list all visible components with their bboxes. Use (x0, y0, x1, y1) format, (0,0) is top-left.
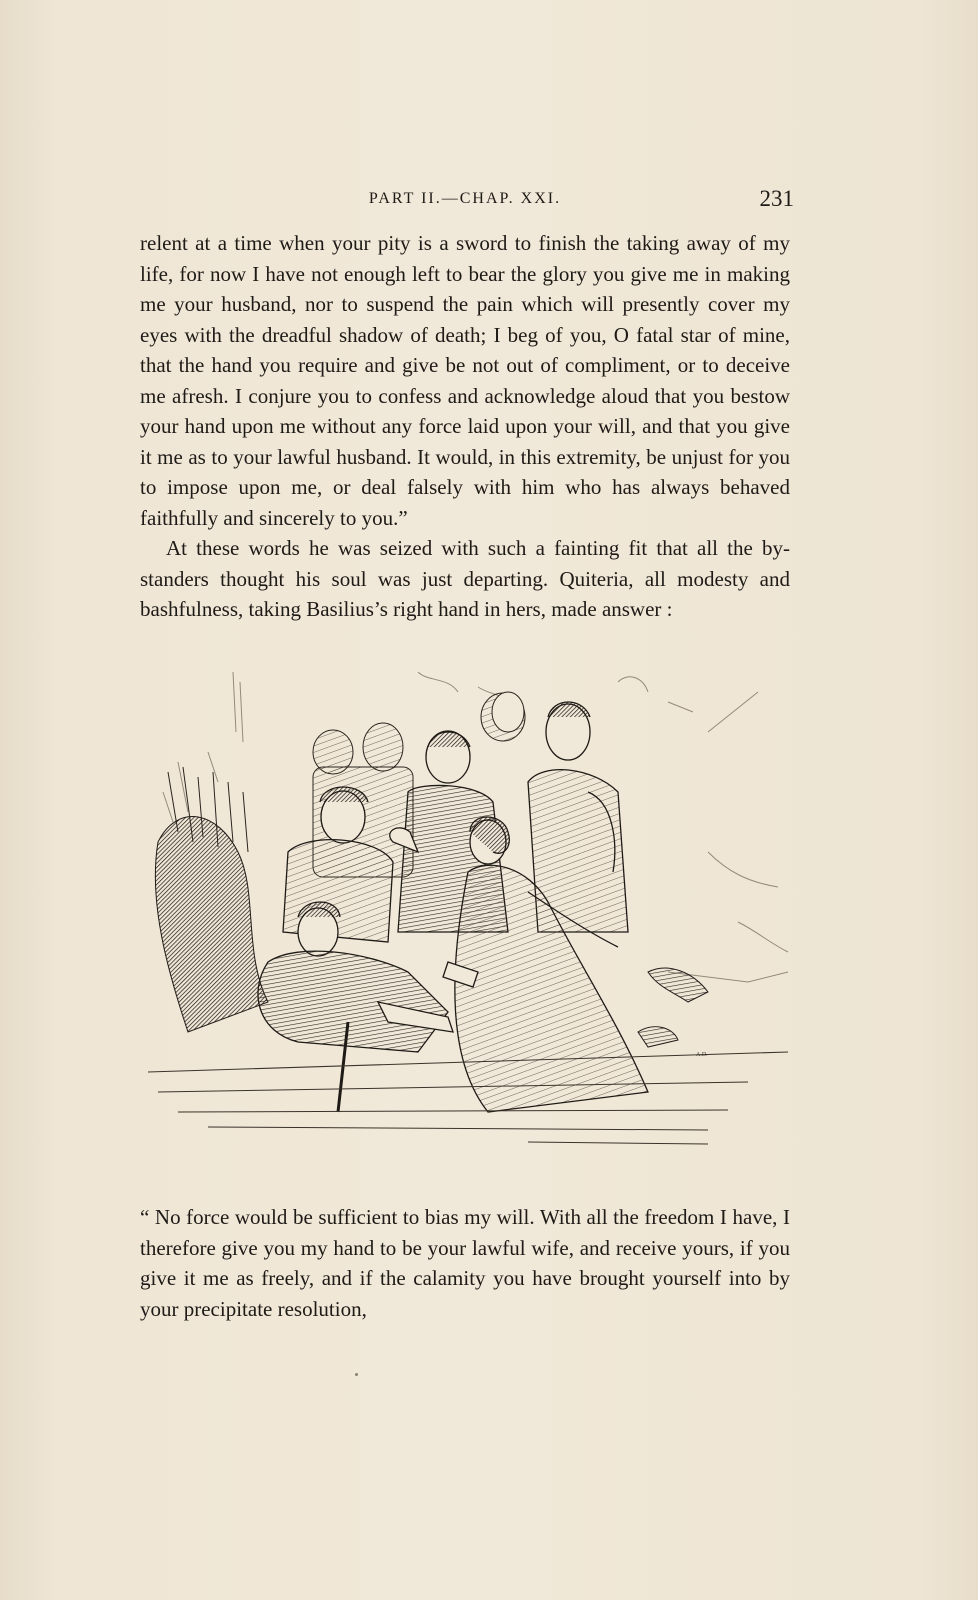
bottom-text-block (140, 1202, 790, 1324)
page-speck (355, 1373, 358, 1376)
page-number: 231 (759, 186, 794, 211)
paragraph-quiteria-answer: “ No force would be sufficient to bias my will. With all the freedom I have, I therefore give you my hand to be your lawful wife, and receive yours, if you give it me as freely, and if the calamity you have brought yourself into by your precipitate resolution, (140, 1205, 790, 1321)
engraving-drawing (148, 672, 803, 1172)
paragraph-fainting: At these words he was seized with such a fainting fit that all the by-standers thought his soul was just departing. Quiteria, all modesty and bashfulness, taking Basilius’s right hand in hers, made answer : (140, 536, 790, 621)
top-text-block (140, 228, 790, 625)
running-title: PART II.—CHAP. XXI. (368, 190, 562, 207)
paragraph-speech-end: relent at a time when your pity is a sword to finish the taking away of my life, for now I have not enough left to bear the glory you give me in making me your husband, nor to suspend the pain which will presently cover my eyes with the dreadful shadow of death; I beg of you, O fatal star of mine, that the hand you require and give be not out of compliment, or to deceive me afresh. I conjure you to confess and acknowledge aloud that you bestow your hand upon me without any force laid upon your will, and that you give it me as to your lawful husband. It would, in this extremity, be unjust for you to impose upon me, or deal falsely with him who has always behaved faithfully and sincerely to you.” (140, 231, 790, 530)
running-head (140, 186, 794, 216)
engraver-mark: A.D. (696, 1052, 708, 1058)
engraving-illustration (148, 672, 803, 1172)
